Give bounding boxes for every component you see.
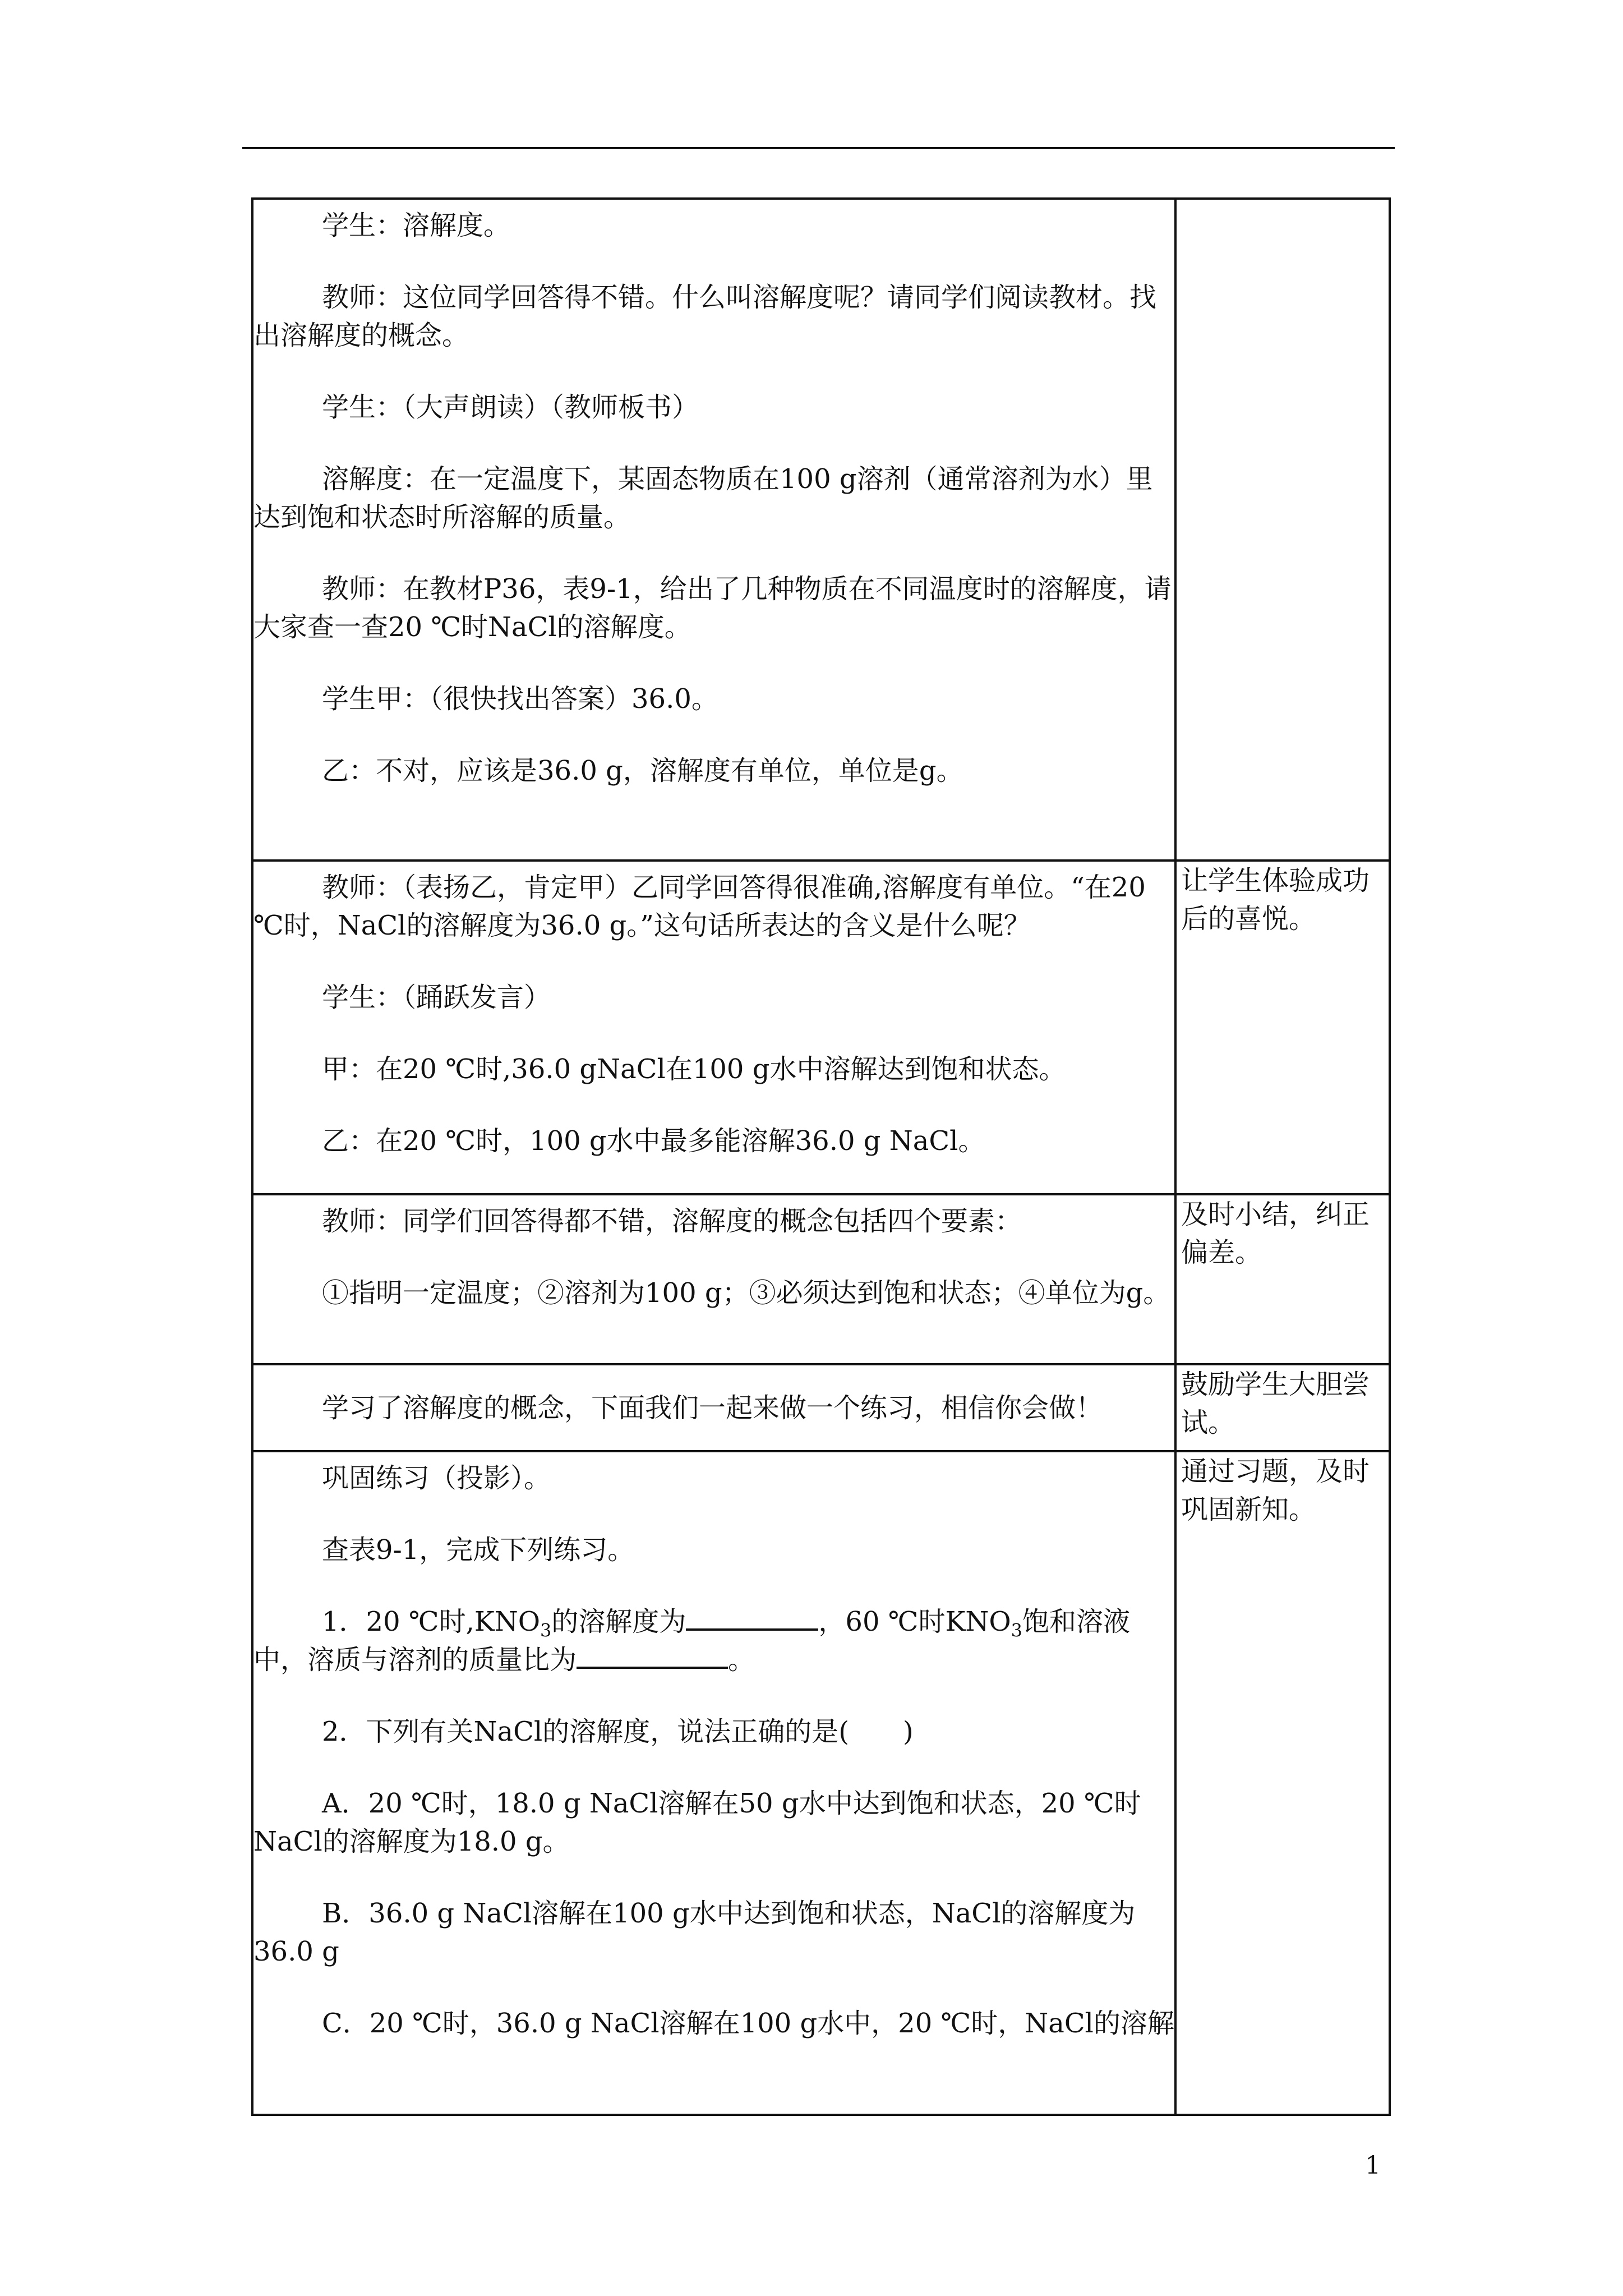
table-row	[252, 1194, 1390, 1364]
paragraph: 教师：在教材P36，表9-1，给出了几种物质在不同温度时的溶解度，请大家查一查20 ℃时NaCl的溶解度。	[253, 573, 1172, 643]
design-intent-cell	[1175, 1194, 1390, 1364]
question-text: ，60 ℃时KNO	[818, 1606, 1011, 1637]
option-b: B．36.0 g NaCl溶解在100 g水中达到饱和状态，NaCl的溶解度为36.0 g	[253, 1898, 1136, 1967]
design-note: 通过习题，及时巩固新知。	[1181, 1456, 1370, 1525]
paragraph: 甲：在20 ℃时,36.0 gNaCl在100 g水中溶解达到饱和状态。	[322, 1053, 1066, 1085]
table-row	[252, 1451, 1390, 2115]
answer-blank-2[interactable]	[577, 1641, 728, 1669]
design-intent-cell	[1175, 199, 1390, 861]
answer-blank-1[interactable]	[686, 1603, 818, 1631]
exercise-question-2: 2．下列有关NaCl的溶解度，说法正确的是( )	[322, 1716, 914, 1747]
paragraph: 查表9-1，完成下列练习。	[322, 1534, 635, 1566]
paragraph: 乙：不对，应该是36.0 g，溶解度有单位，单位是g。	[322, 755, 963, 786]
paragraph: 教师：这位同学回答得不错。什么叫溶解度呢？请同学们阅读教材。找出溶解度的概念。	[253, 282, 1157, 351]
table-row	[252, 861, 1390, 1194]
paragraph: 学生：（踊跃发言）	[322, 982, 551, 1013]
table-row	[252, 199, 1390, 861]
teaching-process-cell	[252, 199, 1175, 861]
design-note: 让学生体验成功后的喜悦。	[1181, 865, 1370, 935]
header-rule	[242, 147, 1395, 149]
paragraph: 教师：同学们回答得都不错，溶解度的概念包括四个要素：	[322, 1205, 1022, 1237]
paragraph: 溶解度：在一定温度下，某固态物质在100 g溶剂（通常溶剂为水）里达到饱和状态时所溶解的质量。	[253, 463, 1153, 533]
paragraph: 教师：（表扬乙，肯定甲）乙同学回答得很准确,溶解度有单位。“在20 ℃时，NaCl的溶解度为36.0 g。”这句话所表达的含义是什么呢？	[253, 872, 1146, 941]
design-note: 及时小结，纠正偏差。	[1181, 1199, 1370, 1268]
paragraph: ①指明一定温度；②溶剂为100 g；③必须达到饱和状态；④单位为g。	[322, 1277, 1170, 1309]
paragraph: 学生：（大声朗读）（教师板书）	[322, 392, 699, 423]
lesson-plan-table	[251, 197, 1391, 2116]
table-row	[252, 1364, 1390, 1451]
page-number: 1	[1365, 2151, 1381, 2180]
design-note: 鼓励学生大胆尝试。	[1181, 1369, 1370, 1438]
question-text: 1．20 ℃时,KNO	[322, 1606, 541, 1637]
option-a: A．20 ℃时，18.0 g NaCl溶解在50 g水中达到饱和状态，20 ℃时NaCl的溶解度为18.0 g。	[253, 1788, 1141, 1857]
paragraph: 乙：在20 ℃时，100 g水中最多能溶解36.0 g NaCl。	[322, 1125, 985, 1157]
design-intent-cell	[1175, 1364, 1390, 1451]
paragraph: 学生：溶解度。	[322, 210, 511, 241]
teaching-process-cell	[252, 1194, 1175, 1364]
subscript: 3	[1011, 1619, 1023, 1641]
question-text: 。	[728, 1644, 755, 1676]
design-intent-cell	[1175, 861, 1390, 1194]
paragraph: 学生甲：（很快找出答案）36.0。	[322, 683, 718, 715]
question-text: 饱和溶液中，溶质与溶剂的质量比为	[253, 1606, 1131, 1676]
teaching-process-cell	[252, 1364, 1175, 1451]
option-c: C．20 ℃时，36.0 g NaCl溶解在100 g水中，20 ℃时，NaCl的溶解	[322, 2008, 1174, 2039]
exercise-question-1	[253, 1603, 1174, 1679]
question-text: 的溶解度为	[551, 1606, 686, 1637]
design-intent-cell	[1175, 1451, 1390, 2115]
teaching-process-cell	[252, 1451, 1175, 2115]
teaching-process-cell	[252, 861, 1175, 1194]
subscript: 3	[540, 1619, 552, 1641]
paragraph: 学习了溶解度的概念，下面我们一起来做一个练习，相信你会做！	[322, 1392, 1103, 1424]
paragraph: 巩固练习（投影）。	[322, 1462, 551, 1494]
